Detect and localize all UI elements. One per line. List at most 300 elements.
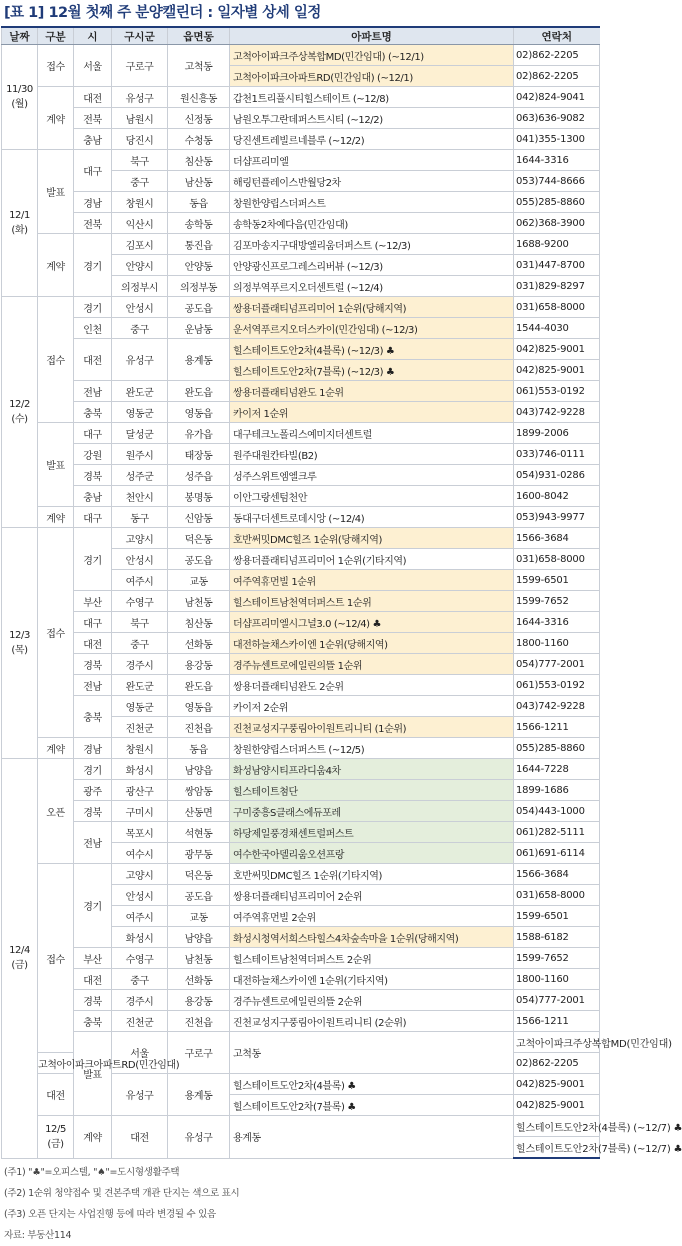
contact-cell: 1599-6501	[514, 570, 600, 591]
apartment-name: 대구테크노폴리스예미지더센트럴	[230, 423, 514, 444]
apartment-name: 운서역푸르지오더스카이(민간임대) (~12/3)	[230, 318, 514, 339]
town-cell: 석현동	[168, 822, 230, 843]
town-cell: 쌍암동	[168, 780, 230, 801]
city-cell: 대전	[74, 969, 112, 990]
table-row	[2, 234, 600, 255]
contact-cell: 043)742-9228	[514, 402, 600, 423]
district-cell: 당진시	[112, 129, 168, 150]
apartment-name: 성주스위트엠엘크루	[230, 465, 514, 486]
apartment-name: 고척아이파크아파트RD(민간임대) (~12/1)	[230, 66, 514, 87]
district-cell: 광산구	[112, 780, 168, 801]
city-cell: 전남	[74, 675, 112, 696]
district-cell: 성주군	[112, 465, 168, 486]
contact-cell: 1599-7652	[514, 948, 600, 969]
table-row	[2, 213, 600, 234]
contact-cell: 1566-3684	[514, 864, 600, 885]
city-cell: 대전	[74, 633, 112, 654]
contact-cell: 힐스테이트도안2차(7블록) (~12/7) ♣	[514, 1137, 600, 1159]
apartment-name: 창원한양립스더퍼스트	[230, 192, 514, 213]
town-cell: 통진읍	[168, 234, 230, 255]
table-row	[2, 150, 600, 171]
city-cell: 전남	[74, 381, 112, 402]
contact-cell: 042)824-9041	[514, 87, 600, 108]
district-cell: 익산시	[112, 213, 168, 234]
header-town: 읍면동	[168, 27, 230, 45]
city-cell: 서울	[74, 45, 112, 87]
contact-cell: 031)658-8000	[514, 297, 600, 318]
city-cell: 경남	[74, 738, 112, 759]
contact-cell: 1566-1211	[514, 717, 600, 738]
apartment-name: 구미중흥S클래스에듀포레	[230, 801, 514, 822]
town-cell: 용강동	[168, 990, 230, 1011]
contact-cell: 1599-6501	[514, 906, 600, 927]
date-cell: 12/2 (수)	[2, 297, 38, 528]
contact-cell: 1544-4030	[514, 318, 600, 339]
footnote-1: (주1) "♣"=오피스텔, "♠"=도시형생활주택	[4, 1167, 180, 1178]
contact-cell: 055)285-8860	[514, 738, 600, 759]
city-cell: 경기	[74, 759, 112, 780]
town-cell: 광무동	[168, 843, 230, 864]
apartment-name: 힐스테이트남천역더퍼스트 2순위	[230, 948, 514, 969]
district-cell: 천안시	[112, 486, 168, 507]
district-cell: 완도군	[112, 675, 168, 696]
apartment-name: 원주대원칸타빌(B2)	[230, 444, 514, 465]
city-cell: 경북	[74, 990, 112, 1011]
apartment-name: 여수한국아델리움오션프랑	[230, 843, 514, 864]
city-cell: 계약	[74, 1116, 112, 1159]
apartment-name: 쌍용더플래티넘완도 1순위	[230, 381, 514, 402]
contact-cell: 1588-6182	[514, 927, 600, 948]
apartment-name: 힐스테이트도안2차(4블록) (~12/3) ♣	[230, 339, 514, 360]
town-cell: 진천읍	[168, 717, 230, 738]
district-cell: 안성시	[112, 885, 168, 906]
contact-cell: 061)553-0192	[514, 675, 600, 696]
contact-cell: 041)355-1300	[514, 129, 600, 150]
town-cell: 유성구	[168, 1116, 230, 1159]
table-row	[2, 423, 600, 444]
contact-cell: 1600-8042	[514, 486, 600, 507]
type-cell: 접수	[38, 864, 74, 1053]
town-cell: 교동	[168, 570, 230, 591]
table-row	[2, 591, 600, 612]
district-cell: 김포시	[112, 234, 168, 255]
table-row	[2, 444, 600, 465]
contact-cell: 033)746-0111	[514, 444, 600, 465]
apartment-name: 김포마송지구대방엘리움더퍼스트 (~12/3)	[230, 234, 514, 255]
table-row	[2, 108, 600, 129]
table-row	[2, 948, 600, 969]
table-row	[2, 990, 600, 1011]
district-cell: 완도군	[112, 381, 168, 402]
date-cell: 12/3 (목)	[2, 528, 38, 759]
schedule-table	[1, 26, 682, 1159]
city-cell: 부산	[74, 948, 112, 969]
city-cell: 경북	[74, 654, 112, 675]
town-cell: 신정동	[168, 108, 230, 129]
header-date: 날짜	[2, 27, 38, 45]
district-cell: 경주시	[112, 654, 168, 675]
contact-cell: 힐스테이트도안2차(4블록) (~12/7) ♣	[514, 1116, 600, 1137]
apartment-name: 송학동2차예다음(민간임대)	[230, 213, 514, 234]
town-cell: 동읍	[168, 738, 230, 759]
district-cell: 수영구	[112, 948, 168, 969]
town-cell: 봉명동	[168, 486, 230, 507]
town-cell: 원신흥동	[168, 87, 230, 108]
district-cell: 여수시	[112, 843, 168, 864]
contact-cell: 055)285-8860	[514, 192, 600, 213]
contact-cell: 054)443-1000	[514, 801, 600, 822]
apartment-name: 고척아이파크주상복합MD(민간임대) (~12/1)	[230, 45, 514, 66]
district-cell: 창원시	[112, 192, 168, 213]
table-row	[2, 381, 600, 402]
apartment-name: 힐스테이트첨단	[230, 780, 514, 801]
contact-cell: 061)691-6114	[514, 843, 600, 864]
town-cell: 남천동	[168, 948, 230, 969]
table-row	[2, 339, 600, 360]
header-row	[2, 27, 600, 45]
type-cell: 12/5 (금)	[38, 1116, 74, 1159]
apartment-name: 더샵프리미엘시그널3.0 (~12/4) ♣	[230, 612, 514, 633]
apartment-name: 힐스테이트도안2차(4블록) ♣	[230, 1074, 514, 1095]
city-cell: 경북	[74, 801, 112, 822]
table-row	[2, 129, 600, 150]
town-cell: 남천동	[168, 591, 230, 612]
apartment-name: 고척동	[230, 1032, 514, 1074]
apartment-name: 호반써밋DMC힐즈 1순위(당해지역)	[230, 528, 514, 549]
town-cell: 완도읍	[168, 381, 230, 402]
contact-cell: 053)943-9977	[514, 507, 600, 528]
town-cell: 용계동	[168, 1074, 230, 1116]
table-row	[2, 402, 600, 423]
district-cell: 화성시	[112, 759, 168, 780]
type-cell: 오픈	[38, 759, 74, 864]
town-cell: 송학동	[168, 213, 230, 234]
district-cell: 수영구	[112, 591, 168, 612]
table-row	[2, 465, 600, 486]
contact-cell: 031)658-8000	[514, 549, 600, 570]
town-cell: 동읍	[168, 192, 230, 213]
town-cell: 교동	[168, 906, 230, 927]
apartment-name: 동대구더센트로데시앙 (~12/4)	[230, 507, 514, 528]
table-row	[2, 822, 600, 843]
table-row	[2, 801, 600, 822]
city-cell: 인천	[74, 318, 112, 339]
city-cell: 경기	[74, 864, 112, 948]
type-cell: 계약	[38, 738, 74, 759]
city-cell: 대전	[74, 87, 112, 108]
town-cell: 남산동	[168, 171, 230, 192]
apartment-name: 대전하늘채스카이엔 1순위(당해지역)	[230, 633, 514, 654]
town-cell: 덕은동	[168, 528, 230, 549]
apartment-name: 진천교성지구풍림아이원트리니티 (1순위)	[230, 717, 514, 738]
town-cell: 성주읍	[168, 465, 230, 486]
district-cell: 진천군	[112, 1011, 168, 1032]
city-cell: 경남	[74, 192, 112, 213]
district-cell: 서울	[112, 1032, 168, 1074]
contact-cell: 042)825-9001	[514, 1095, 600, 1116]
contact-cell: 043)742-9228	[514, 696, 600, 717]
town-cell: 안양동	[168, 255, 230, 276]
district-cell: 고양시	[112, 528, 168, 549]
town-cell: 침산동	[168, 150, 230, 171]
type-cell: 계약	[38, 234, 74, 297]
header-type: 구분	[38, 27, 74, 45]
town-cell: 선화동	[168, 969, 230, 990]
district-cell: 여주시	[112, 570, 168, 591]
apartment-name: 쌍용더플래티넘완도 2순위	[230, 675, 514, 696]
type-cell: 접수	[38, 45, 74, 87]
apartment-name: 더샵프리미엘	[230, 150, 514, 171]
town-cell: 유가읍	[168, 423, 230, 444]
district-cell: 진천군	[112, 717, 168, 738]
city-cell: 충북	[74, 402, 112, 423]
table-row	[2, 297, 600, 318]
table-row	[2, 780, 600, 801]
table-row	[2, 192, 600, 213]
city-cell: 전남	[74, 822, 112, 864]
table-row	[2, 864, 600, 885]
city-cell: 광주	[74, 780, 112, 801]
district-cell: 안양시	[112, 255, 168, 276]
district-cell: 대전	[112, 1116, 168, 1159]
apartment-name: 갑천1트리풀시티힐스테이트 (~12/8)	[230, 87, 514, 108]
apartment-name: 여주역휴먼빌 1순위	[230, 570, 514, 591]
apartment-name: 힐스테이트도안2차(7블록) ♣	[230, 1095, 514, 1116]
district-cell: 안성시	[112, 549, 168, 570]
district-cell: 영동군	[112, 696, 168, 717]
town-cell: 용계동	[168, 339, 230, 381]
district-cell: 달성군	[112, 423, 168, 444]
district-cell: 구로구	[112, 45, 168, 87]
district-cell: 안성시	[112, 297, 168, 318]
date-cell: 12/1 (화)	[2, 150, 38, 297]
table-row	[2, 612, 600, 633]
date-cell: 11/30 (월)	[2, 45, 38, 150]
source-note: 자료: 부동산114	[4, 1230, 72, 1241]
type-cell: 계약	[38, 87, 74, 150]
apartment-name: 진천교성지구풍림아이원트리니티 (2순위)	[230, 1011, 514, 1032]
type-cell: 계약	[38, 507, 74, 528]
contact-cell: 061)553-0192	[514, 381, 600, 402]
town-cell: 수청동	[168, 129, 230, 150]
town-cell: 고척동	[168, 45, 230, 87]
apartment-name: 여주역휴먼빌 2순위	[230, 906, 514, 927]
district-cell: 유성구	[112, 339, 168, 381]
table-row	[2, 87, 600, 108]
town-cell: 완도읍	[168, 675, 230, 696]
district-cell: 동구	[112, 507, 168, 528]
city-cell: 경북	[74, 465, 112, 486]
table-row	[2, 738, 600, 759]
table-row	[2, 1032, 600, 1053]
header-contact: 연락처	[514, 27, 600, 45]
contact-cell: 1800-1160	[514, 633, 600, 654]
city-cell: 충북	[74, 696, 112, 738]
town-cell: 태장동	[168, 444, 230, 465]
city-cell: 대구	[74, 423, 112, 444]
header-city: 시	[74, 27, 112, 45]
table-row	[2, 507, 600, 528]
city-cell: 경기	[74, 234, 112, 297]
type-cell: 고척아이파크아파트RD(민간임대)	[38, 1053, 74, 1074]
apartment-name: 경주뉴센트로에일린의뜰 1순위	[230, 654, 514, 675]
footnotes	[0, 1162, 600, 1246]
town-cell: 침산동	[168, 612, 230, 633]
town-cell: 덕은동	[168, 864, 230, 885]
town-cell: 공도읍	[168, 885, 230, 906]
apartment-name: 쌍용더플래티넘프리미어 2순위	[230, 885, 514, 906]
apartment-name: 용계동	[230, 1116, 514, 1159]
type-cell: 발표	[38, 150, 74, 234]
contact-cell: 042)825-9001	[514, 360, 600, 381]
apartment-name: 이안그랑센텀천안	[230, 486, 514, 507]
contact-cell: 053)744-8666	[514, 171, 600, 192]
town-cell: 의정부동	[168, 276, 230, 297]
city-cell: 충남	[74, 486, 112, 507]
contact-cell: 1688-9200	[514, 234, 600, 255]
district-cell: 북구	[112, 150, 168, 171]
district-cell: 남원시	[112, 108, 168, 129]
type-cell: 접수	[38, 297, 74, 423]
contact-cell: 1566-1211	[514, 1011, 600, 1032]
contact-cell: 031)658-8000	[514, 885, 600, 906]
district-cell: 원주시	[112, 444, 168, 465]
apartment-name: 의정부역푸르지오더센트럴 (~12/4)	[230, 276, 514, 297]
table-row	[2, 45, 600, 66]
table-row	[2, 1011, 600, 1032]
apartment-name: 쌍용더플래티넘프리미어 1순위(당해지역)	[230, 297, 514, 318]
apartment-name: 남원오투그란데퍼스트시티 (~12/2)	[230, 108, 514, 129]
town-cell: 구로구	[168, 1032, 230, 1074]
town-cell: 진천읍	[168, 1011, 230, 1032]
table-row	[2, 486, 600, 507]
footnote-2: (주2) 1순위 청약접수 및 견본주택 개관 단지는 색으로 표시	[4, 1188, 240, 1199]
city-cell: 대구	[74, 612, 112, 633]
contact-cell: 054)931-0286	[514, 465, 600, 486]
contact-cell: 1599-7652	[514, 591, 600, 612]
contact-cell: 1800-1160	[514, 969, 600, 990]
contact-cell: 1899-2006	[514, 423, 600, 444]
city-cell: 대전	[74, 339, 112, 381]
city-cell: 부산	[74, 591, 112, 612]
district-cell: 유성구	[112, 1074, 168, 1116]
contact-cell: 1566-3684	[514, 528, 600, 549]
footnote-3: (주3) 오픈 단지는 사업진행 등에 따라 변경될 수 있음	[4, 1209, 216, 1220]
apartment-name: 호반써밋DMC힐즈 1순위(기타지역)	[230, 864, 514, 885]
table-title: [표 1] 12월 첫째 주 분양캘린더 : 일자별 상세 일정	[4, 5, 321, 21]
district-cell: 화성시	[112, 927, 168, 948]
city-cell: 전북	[74, 108, 112, 129]
town-cell: 선화동	[168, 633, 230, 654]
contact-cell: 054)777-2001	[514, 654, 600, 675]
contact-cell: 054)777-2001	[514, 990, 600, 1011]
apartment-name: 창원한양립스더퍼스트 (~12/5)	[230, 738, 514, 759]
apartment-name: 하당제일풍경채센트럴퍼스트	[230, 822, 514, 843]
table-row	[2, 675, 600, 696]
city-cell: 충북	[74, 1011, 112, 1032]
type-cell: 접수	[38, 528, 74, 738]
table-body	[2, 45, 682, 1159]
town-cell: 남양읍	[168, 927, 230, 948]
city-cell: 발표	[74, 1032, 112, 1116]
district-cell: 중구	[112, 969, 168, 990]
city-cell: 대구	[74, 507, 112, 528]
contact-cell: 061)282-5111	[514, 822, 600, 843]
district-cell: 영동군	[112, 402, 168, 423]
contact-cell: 02)862-2205	[514, 1053, 600, 1074]
city-cell: 충남	[74, 129, 112, 150]
contact-cell: 1899-1686	[514, 780, 600, 801]
apartment-name: 쌍용더플래티넘프리미어 1순위(기타지역)	[230, 549, 514, 570]
town-cell: 남양읍	[168, 759, 230, 780]
table-row	[2, 1116, 600, 1137]
town-cell: 운남동	[168, 318, 230, 339]
district-cell: 고양시	[112, 864, 168, 885]
apartment-name: 해링턴플레이스반월당2차	[230, 171, 514, 192]
table-row	[2, 318, 600, 339]
contact-cell: 062)368-3900	[514, 213, 600, 234]
apartment-name: 화성시청역서희스타힐스4차숲속마을 1순위(당해지역)	[230, 927, 514, 948]
district-cell: 중구	[112, 318, 168, 339]
town-cell: 산동면	[168, 801, 230, 822]
district-cell: 중구	[112, 171, 168, 192]
header-district: 구시군	[112, 27, 168, 45]
town-cell: 용강동	[168, 654, 230, 675]
type-cell: 대전	[38, 1074, 74, 1116]
table-row	[2, 969, 600, 990]
district-cell: 목포시	[112, 822, 168, 843]
apartment-name: 카이저 2순위	[230, 696, 514, 717]
apartment-name: 대전하늘채스카이엔 1순위(기타지역)	[230, 969, 514, 990]
table-row	[2, 696, 600, 717]
apartment-name: 힐스테이트남천역더퍼스트 1순위	[230, 591, 514, 612]
district-cell: 중구	[112, 633, 168, 654]
apartment-name: 화성남양시티프라디움4차	[230, 759, 514, 780]
district-cell: 창원시	[112, 738, 168, 759]
district-cell: 여주시	[112, 906, 168, 927]
type-cell: 발표	[38, 423, 74, 507]
district-cell: 의정부시	[112, 276, 168, 297]
apartment-name: 당진센트레빌르네블루 (~12/2)	[230, 129, 514, 150]
contact-cell: 031)829-8297	[514, 276, 600, 297]
table-row	[2, 633, 600, 654]
contact-cell: 042)825-9001	[514, 339, 600, 360]
city-cell: 전북	[74, 213, 112, 234]
contact-cell: 1644-7228	[514, 759, 600, 780]
city-cell: 경기	[74, 528, 112, 591]
contact-cell: 1644-3316	[514, 612, 600, 633]
city-cell: 강원	[74, 444, 112, 465]
town-cell: 영동읍	[168, 402, 230, 423]
contact-cell: 031)447-8700	[514, 255, 600, 276]
district-cell: 북구	[112, 612, 168, 633]
town-cell: 영동읍	[168, 696, 230, 717]
contact-cell: 고척아이파크주상복합MD(민간임대)	[514, 1032, 600, 1053]
contact-cell: 1644-3316	[514, 150, 600, 171]
contact-cell: 063)636-9082	[514, 108, 600, 129]
district-cell: 경주시	[112, 990, 168, 1011]
town-cell: 신암동	[168, 507, 230, 528]
table-row	[2, 759, 600, 780]
date-cell: 12/4 (금)	[2, 759, 38, 1159]
table-row	[2, 528, 600, 549]
table-row	[2, 654, 600, 675]
apartment-name: 안양광신프로그레스리버뷰 (~12/3)	[230, 255, 514, 276]
contact-cell: 042)825-9001	[514, 1074, 600, 1095]
apartment-name: 경주뉴센트로에일린의뜰 2순위	[230, 990, 514, 1011]
contact-cell: 02)862-2205	[514, 66, 600, 87]
district-cell: 구미시	[112, 801, 168, 822]
